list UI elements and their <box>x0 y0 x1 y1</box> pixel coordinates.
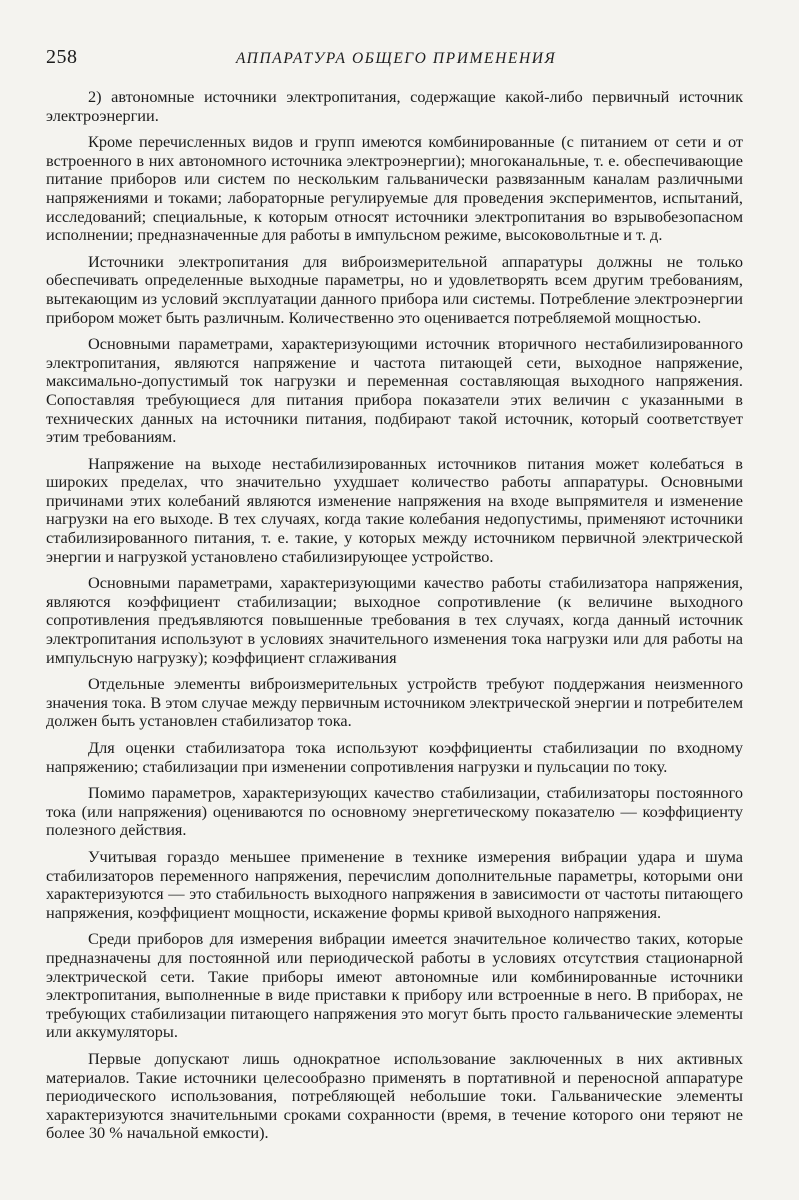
paragraph-9: Помимо параметров, характеризующих качество стабилизации, стабилизаторы постоянного тока (или напряжения) оцениваются по основному энергетическому показателю — коэффициенту полезного действия. <box>46 783 743 840</box>
paragraph-4: Основными параметрами, характеризующими источник вторичного нестабилизированного электропитания, являются напряжение и частота питающей сети, выходное напряжение, максимально-допустимый ток нагрузки и переменная составляющая выходного напряжения. Сопоставляя требующиеся для питания прибора показатели этих величин с указанными в технических данных на источники питания, подбирают такой источник, который соответствует этим требованиям. <box>46 334 743 447</box>
paragraph-11: Среди приборов для измерения вибрации имеется значительное количество таких, которые предназначены для постоянной или периодической работы в условиях отсутствия стационарной электрической сети. Такие приборы имеют автономные или комбинированные источники электропитания, выполненные в виде приставки к прибору или встроенные в него. В приборах, не требующих стабилизации питающего напряжения это могут быть просто гальванические элементы или аккумуляторы. <box>46 929 743 1042</box>
paragraph-5: Напряжение на выходе нестабилизированных источников питания может колебаться в широких пределах, что значительно ухудшает количество работы аппаратуры. Основными причинами этих колебаний являются изменение напряжения на входе выпрямителя и изменение нагрузки на его выходе. В тех случаях, когда такие колебания недопустимы, применяют источники стабилизированного питания, т. е. такие, у которых между источником первичной электрической энергии и нагрузкой установлено стабилизирующее устройство. <box>46 453 743 566</box>
paragraph-7: Отдельные элементы виброизмерительных устройств требуют поддержания неизменного значения тока. В этом случае между первичным источником электрической энергии и потребителем должен быть установлен стабилизатор тока. <box>46 674 743 731</box>
paragraph-6: Основными параметрами, характеризующими качество работы стабилизатора напряжения, являются коэффициент стабилизации; выходное сопротивление (к величине выходного сопротивления предъявляются повышенные требования в тех случаях, когда данный источник электропитания используют в условиях значительного изменения тока нагрузки или для работы на импульсную нагрузку); коэффициент сглаживания <box>46 573 743 667</box>
running-title: АППАРАТУРА ОБЩЕГО ПРИМЕНЕНИЯ <box>236 50 557 67</box>
body-text <box>46 88 743 1151</box>
page-number: 258 <box>46 46 78 68</box>
paragraph-3: Источники электропитания для виброизмерительной аппаратуры должны не только обеспечивать определенные выходные параметры, но и удовлетворять всем другим требованиям, вытекающим из условий эксплуатации данного прибора или системы. Потребление электроэнергии прибором может быть различным. Количественно это оценивается потребляемой мощностью. <box>46 251 743 327</box>
page-header <box>46 44 754 74</box>
paragraph-12: Первые допускают лишь однократное использование заключенных в них активных материалов. Такие источники целесообразно применять в портативной и переносной аппаратуре периодического использования, потребляющей небольшие токи. Гальванические элементы характеризуются значительными сроками сохранности (время, в течение которого они теряют не более 30 % начальной емкости). <box>46 1048 743 1143</box>
paragraph-8: Для оценки стабилизатора тока используют коэффициенты стабилизации по входному напряжению; стабилизации при изменении сопротивления нагрузки и пульсации по току. <box>46 738 743 776</box>
paragraph-2: Кроме перечисленных видов и групп имеются комбинированные (с питанием от сети и от встроенного в них автономного источника электроэнергии); многоканальные, т. е. обеспечивающие питание приборов или систем по нескольким гальванически развязанным каналам различными напряжениями и токами; лабораторные регулируемые для проведения экспериментов, испытаний, исследований; специальные, к которым относят источники электропитания во взрывобезопасном исполнении; предназначенные для работы в импульсном режиме, высоковольтные и т. д. <box>46 132 743 245</box>
paragraph-10: Учитывая гораздо меньшее применение в технике измерения вибрации удара и шума стабилизаторов переменного напряжения, перечислим дополнительные параметры, которыми они характеризуются — это стабильность выходного напряжения в зависимости от частоты питающего напряжения, коэффициент мощности, искажение формы кривой выходного напряжения. <box>46 846 743 922</box>
paragraph-1: 2) автономные источники электропитания, содержащие какой-либо первичный источник электроэнергии. <box>46 87 743 125</box>
